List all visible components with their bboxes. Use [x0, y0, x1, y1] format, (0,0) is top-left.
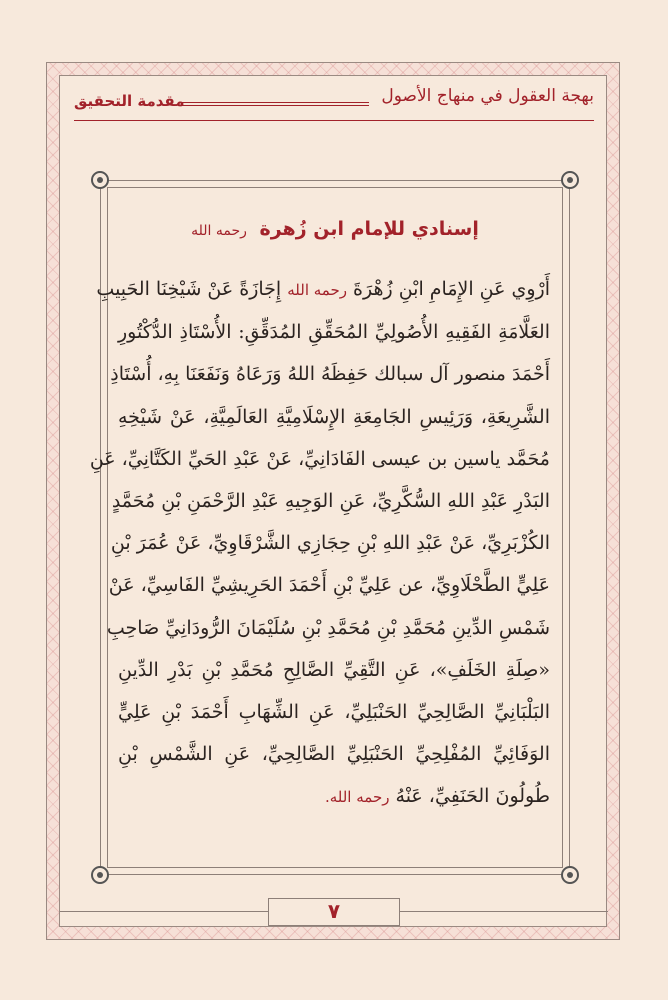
text-line: شَمْسِ الدِّينِ مُحَمَّدِ بْنِ مُحَمَّدِ بْنِ سُلَيْمَانَ الرُّودَانِيِّ صَاحِبِ — [106, 616, 550, 639]
text-line: البَلْبَانِيِّ الصَّالِحِيِّ الحَنْبَلِيِّ، عَنِ الشِّهَابِ أَحْمَدَ بْنِ عَلِيٍّ — [118, 701, 550, 724]
last-line-text: طُولُونَ الحَنَفِيِّ، عَنْهُ — [395, 785, 550, 808]
chapter-heading — [100, 218, 570, 240]
text-line: عَلِيٍّ الطَّحْلَاوِيِّ، عن عَلِيِّ بْنِ أَحْمَدَ الحَرِيشِيِّ الفَاسِيِّ، عَنْ — [108, 574, 550, 597]
text-line: الشَّرِيعَةِ، وَرَئِيسِ الجَامِعَةِ الإِسْلَامِيَّةِ العَالَمِيَّةِ، عَنْ شَيْخِهِ — [118, 405, 550, 428]
corner-ornament-icon — [91, 866, 109, 884]
text-line: أَحْمَدَ منصور آل سبالك حَفِظَهُ اللهُ وَرَعَاهُ وَنَفَعَنَا بِهِ، أُسْتَاذِ — [110, 363, 550, 386]
text-line: العَلَّامَةِ الفَقِيهِ الأُصُولِيِّ المُحَقِّقِ المُدَقِّقِ: الأُسْتَاذِ الدُّكْتُورِ — [118, 321, 550, 344]
inline-honorific: رحمه الله — [287, 281, 347, 299]
text-line: البَدْرِ عَبْدِ اللهِ السُّكَّرِيِّ، عَنِ الوَجِيهِ عَبْدِ الرَّحْمَنِ بْنِ مُحَمَّدٍ — [111, 490, 550, 513]
chapter-title-text: إسنادي للإمام ابن زُهرة — [259, 218, 479, 240]
chapter-title — [191, 218, 479, 240]
running-header — [74, 84, 594, 124]
body-paragraph — [89, 268, 550, 819]
section-title: مقدمة التحقيق — [74, 92, 185, 110]
corner-ornament-icon — [91, 171, 109, 189]
text-line: الكُزْبَرِيِّ، عَنْ عَبْدِ اللهِ بْنِ حِجَازِي الشَّرْقَاوِيِّ، عَنْ عُمَرَ بْنِ — [110, 532, 550, 555]
closing-honorific: رحمه الله. — [324, 788, 390, 807]
corner-ornament-icon — [561, 171, 579, 189]
page-number: ٧ — [268, 898, 400, 926]
header-underline — [74, 120, 594, 121]
corner-ornament-icon — [561, 866, 579, 884]
book-title: بهجة العقول في منهاج الأصول — [381, 86, 594, 106]
chapter-title-honorific: رحمه الله — [191, 223, 247, 239]
text-line: أَرْوِي عَنِ الإِمَامِ ابْنِ زُهْرَةَ رحمه الله إِجَازَةً عَنْ شَيْخِنَا الحَبِيبِ — [96, 278, 550, 300]
header-rule — [179, 102, 369, 106]
text-line-last — [118, 775, 550, 818]
text-line: الوَفَائِيِّ المُفْلِحِيِّ الحَنْبَلِيِّ الصَّالِحِيِّ، عَنِ الشَّمْسِ بْنِ — [118, 743, 550, 766]
text-line: مُحَمَّد ياسين بن عيسى الفَادَانِيِّ، عَنْ عَبْدِ الحَيِّ الكَتَّانِيِّ، عَنِ — [89, 447, 550, 470]
text-line: «صِلَةِ الخَلَفِ»، عَنِ التَّقِيِّ الصَّالِحِ مُحَمَّدِ بْنِ بَدْرِ الدِّينِ — [118, 658, 550, 681]
